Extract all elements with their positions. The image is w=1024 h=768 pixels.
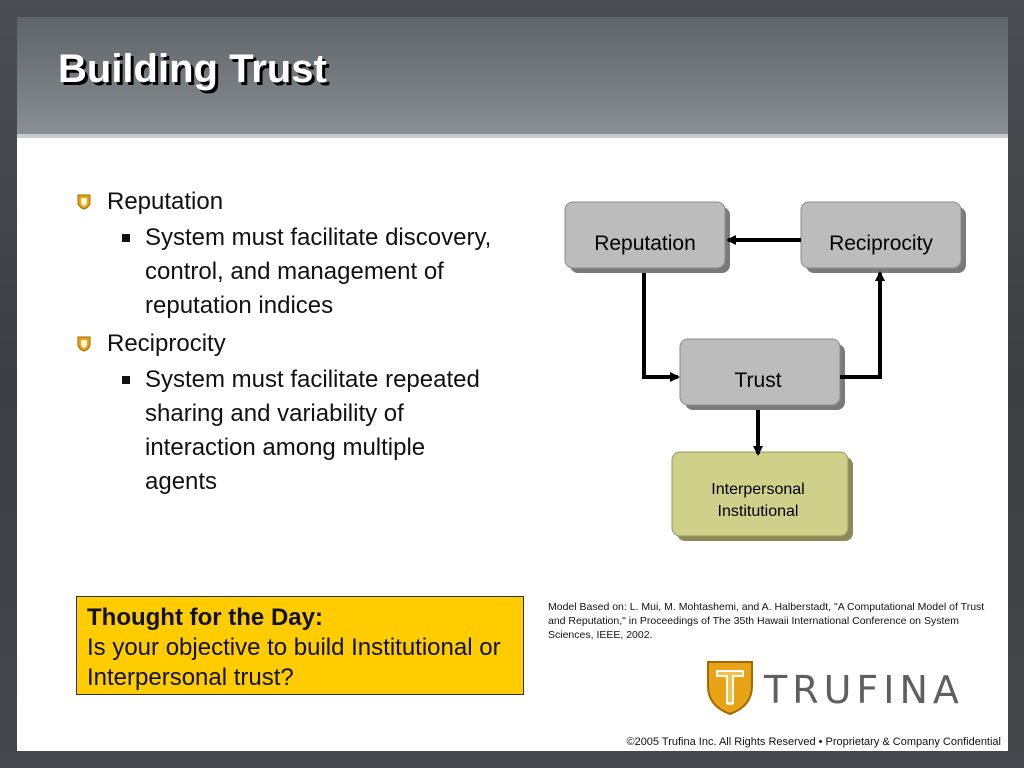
outcome-box-line2: Institutional (717, 503, 799, 520)
bullet-reputation-label: Reputation (107, 188, 224, 215)
slide-title: Building Trust (58, 47, 327, 91)
thought-heading: Thought for the Day: (87, 604, 323, 631)
trufina-logo (706, 660, 966, 720)
slide (17, 17, 1008, 751)
thought-for-the-day-box (76, 596, 524, 695)
reciprocity-box-label: Reciprocity (829, 232, 933, 255)
citation-text: Model Based on: L. Mui, M. Mohtashemi, and A. Halberstadt, "A Computational Model of Trust and Reputation," in Proceedings of The 35th Hawaii International Conference on System Sciences, IEEE, 2002. (548, 601, 985, 641)
shield-t-icon (706, 660, 754, 716)
bullet-reciprocity-label: Reciprocity (107, 330, 226, 357)
reputation-box-label: Reputation (594, 232, 696, 255)
arrow-trust-to-reciprocity (840, 273, 880, 377)
reciprocity-box (801, 202, 966, 273)
sub-bullet-reciprocity-text: System must facilitate repeated sharing and variability of interaction among multiple agents (145, 366, 480, 495)
outcome-box (672, 452, 853, 541)
arrow-reputation-to-trust (644, 273, 678, 377)
logo-wordmark: TRUFINA (764, 668, 964, 712)
outcome-box-line1: Interpersonal (711, 481, 805, 498)
sub-bullet-reputation-text: System must facilitate discovery, control, and management of reputation indices (145, 224, 492, 319)
trust-box (680, 339, 845, 410)
thought-body: Is your objective to build Institutional or Interpersonal trust? (87, 634, 501, 691)
reputation-box (565, 202, 730, 273)
trust-box-label: Trust (734, 369, 782, 392)
footer-copyright: ©2005 Trufina Inc. All Rights Reserved • Proprietary & Company Confidential (626, 736, 1001, 748)
